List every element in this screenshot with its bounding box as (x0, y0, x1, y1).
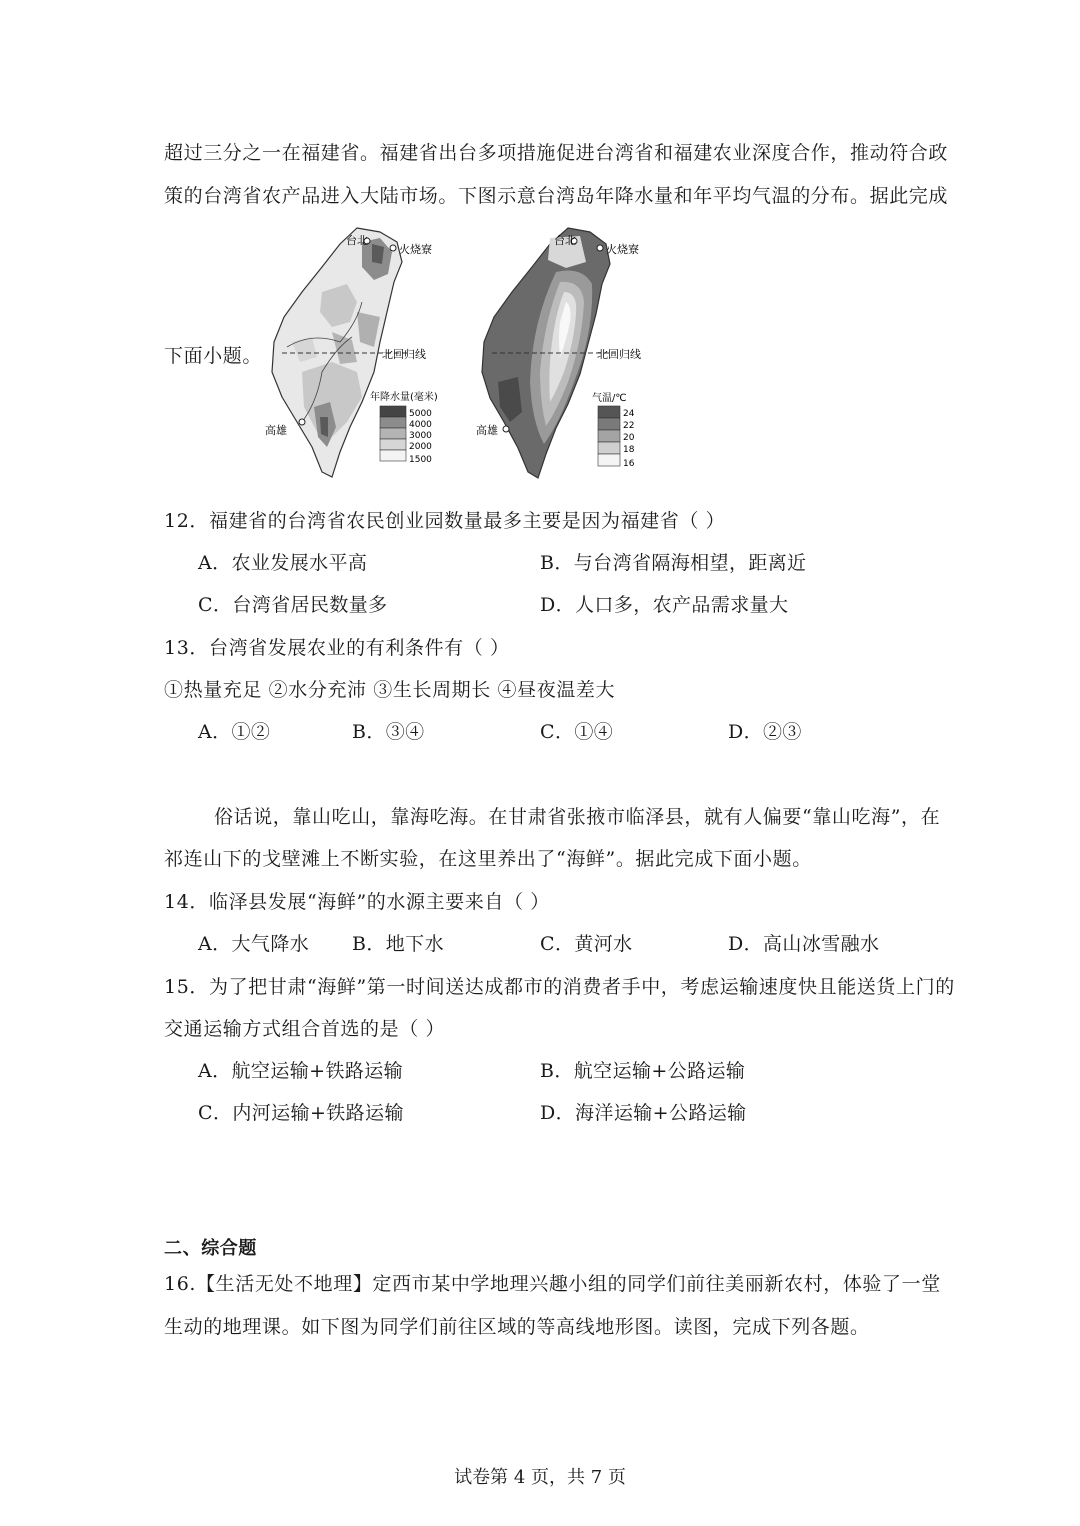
passage2-line-2: 祁连山下的戈壁滩上不断实验，在这里养出了“海鲜”。据此完成下面小题。 (164, 848, 812, 870)
taipei-label: 台北 (346, 234, 368, 247)
q16-line-2: 生动的地理课。如下图为同学们前往区域的等高线地形图。读图，完成下列各题。 (164, 1316, 870, 1338)
q13-option-b: B．③④ (352, 721, 425, 743)
legend-value: 2000 (409, 442, 432, 452)
taipei-label: 台北 (554, 234, 576, 247)
q12-stem: 12．福建省的台湾省农民创业园数量最多主要是因为福建省（ ） (164, 510, 726, 532)
section-title: 二、综合题 (164, 1238, 257, 1259)
page-footer: 试卷第 4 页，共 7 页 (454, 1467, 626, 1488)
q12-option-a: A．农业发展水平高 (198, 552, 368, 574)
q13-option-c: C．①④ (540, 721, 614, 743)
kaohsiung-label: 高雄 (265, 424, 287, 437)
temperature-map (470, 222, 670, 488)
intro-line-2: 策的台湾省农产品进入大陆市场。下图示意台湾岛年降水量和年平均气温的分布。据此完成 (164, 185, 949, 207)
legend-value: 3000 (409, 431, 432, 441)
precipitation-map (262, 222, 462, 488)
intro-line-1: 超过三分之一在福建省。福建省出台多项措施促进台湾省和福建农业深度合作，推动符合政 (164, 142, 949, 164)
q13-option-d: D．②③ (728, 721, 802, 743)
passage2-line-1: 俗话说，靠山吃山，靠海吃海。在甘肃省张掖市临泽县，就有人偏要“靠山吃海”，在 (214, 806, 941, 828)
legend-value: 16 (623, 459, 635, 469)
q13-option-a: A．①② (198, 721, 271, 743)
legend-value: 1500 (409, 455, 432, 465)
q15-stem-line-2: 交通运输方式组合首选的是（ ） (164, 1018, 446, 1040)
q15-option-d: D．海洋运输+公路运输 (540, 1102, 747, 1124)
legend-value: 5000 (409, 409, 432, 419)
q14-option-b: B．地下水 (352, 933, 444, 955)
tropic-label: 北回归线 (597, 348, 641, 361)
q15-stem-line-1: 15．为了把甘肃“海鲜”第一时间送达成都市的消费者手中，考虑运输速度快且能送货上门的 (164, 976, 955, 998)
huoshaoliao-label: 火烧寮 (606, 243, 639, 256)
legend-value: 22 (623, 421, 635, 431)
kaohsiung-label: 高雄 (476, 424, 498, 437)
q16-line-1: 16.【生活无处不地理】定西市某中学地理兴趣小组的同学们前往美丽新农村，体验了一堂 (164, 1273, 941, 1295)
q13-stem: 13．台湾省发展农业的有利条件有（ ） (164, 637, 510, 659)
legend-value: 18 (623, 445, 635, 455)
q12-option-b: B．与台湾省隔海相望，距离近 (540, 552, 807, 574)
huoshaoliao-label: 火烧寮 (399, 243, 432, 256)
q14-option-c: C．黄河水 (540, 933, 633, 955)
q15-option-a: A．航空运输+铁路运输 (198, 1060, 404, 1082)
intro-line-3: 下面小题。 (164, 345, 263, 367)
legend-value: 24 (623, 409, 635, 419)
q15-option-c: C．内河运输+铁路运输 (198, 1102, 404, 1124)
q15-option-b: B．航空运输+公路运输 (540, 1060, 746, 1082)
legend-value: 20 (623, 433, 635, 443)
q12-option-d: D．人口多，农产品需求量大 (540, 594, 789, 616)
tropic-label: 北回归线 (382, 348, 426, 361)
q14-option-d: D．高山冰雪融水 (728, 933, 880, 955)
legend-title: 年降水量(毫米) (370, 392, 438, 403)
q14-stem: 14．临泽县发展“海鲜”的水源主要来自（ ） (164, 891, 550, 913)
q12-option-c: C．台湾省居民数量多 (198, 594, 388, 616)
legend-value: 4000 (409, 420, 432, 430)
q14-option-a: A．大气降水 (198, 933, 310, 955)
q13-items: ①热量充足 ②水分充沛 ③生长周期长 ④昼夜温差大 (164, 679, 616, 701)
legend-title: 气温/℃ (592, 393, 627, 404)
